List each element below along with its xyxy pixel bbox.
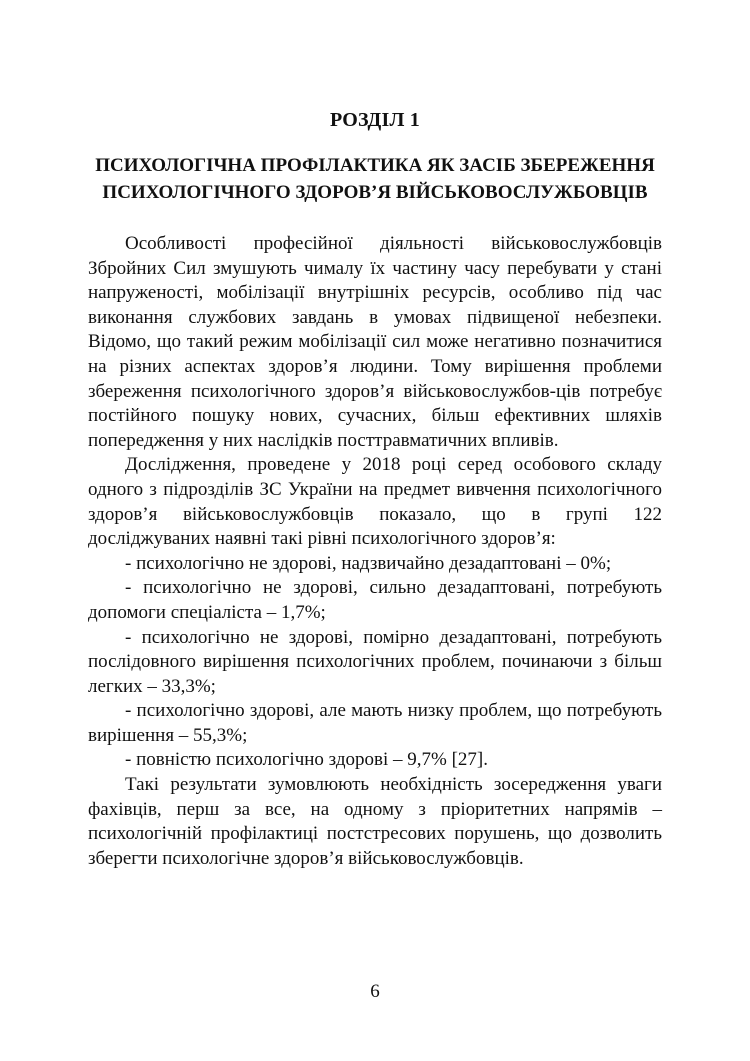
chapter-title-line-1: ПСИХОЛОГІЧНА ПРОФІЛАКТИКА ЯК ЗАСІБ ЗБЕРЕЖЕННЯ <box>95 155 655 176</box>
chapter-title-line-2: ПСИХОЛОГІЧНОГО ЗДОРОВ’Я ВІЙСЬКОВОСЛУЖБОВЦІВ <box>102 182 648 203</box>
paragraph-intro: Особливості професійної діяльності військовослужбовців Збройних Сил змушують чималу їх частину часу перебувати у стані напруженості, мобілізації внутрішніх ресурсів, особливо під час виконання службових завдань в умовах підвищеної небезпеки. Відомо, що такий режим мобілізації сил може негативно позначитися на різних аспектах здоров’я людини. Тому вирішення проблеми збереження психологічного здоров’я військовослужбов-ців потребує постійного пошуку нових, сучасних, більш ефективних шляхів попередження у них наслідків посттравматичних впливів. <box>88 233 662 451</box>
list-item-level-4: - психологічно здорові, але мають низку проблем, що потребують вирішення – 55,3%; <box>88 700 662 746</box>
page-number: 6 <box>370 981 380 1002</box>
chapter-title <box>60 152 690 206</box>
paragraph-study: Дослідження, проведене у 2018 році серед особового складу одного з підрозділів ЗС України на предмет вивчення психологічного здоров’я військовослужбовців показало, що в групі 122 досліджуваних наявні такі рівні психологічного здоров’я: <box>88 454 662 550</box>
list-item-level-3: - психологічно не здорові, помірно дезадаптовані, потребують послідовного вирішення психологічних проблем, починаючи з більш легких – 33,3%; <box>88 626 662 697</box>
list-item-level-2: - психологічно не здорові, сильно дезадаптовані, потребують допомоги спеціаліста – 1,7%; <box>88 577 662 623</box>
list-item-level-1: - психологічно не здорові, надзвичайно дезадаптовані – 0%; <box>125 552 612 574</box>
paragraph-conclusion: Такі результати зумовлюють необхідність зосередження уваги фахівців, перш за все, на одному з пріоритетних напрямів – психологічній профілактиці постстресових порушень, що дозволить зберегти психологічне здоров’я військовослужбовців. <box>88 774 662 869</box>
chapter-label: РОЗДІЛ 1 <box>329 109 421 131</box>
body-text <box>88 232 662 871</box>
list-item-level-5: - повністю психологічно здорові – 9,7% [27]. <box>125 749 488 771</box>
